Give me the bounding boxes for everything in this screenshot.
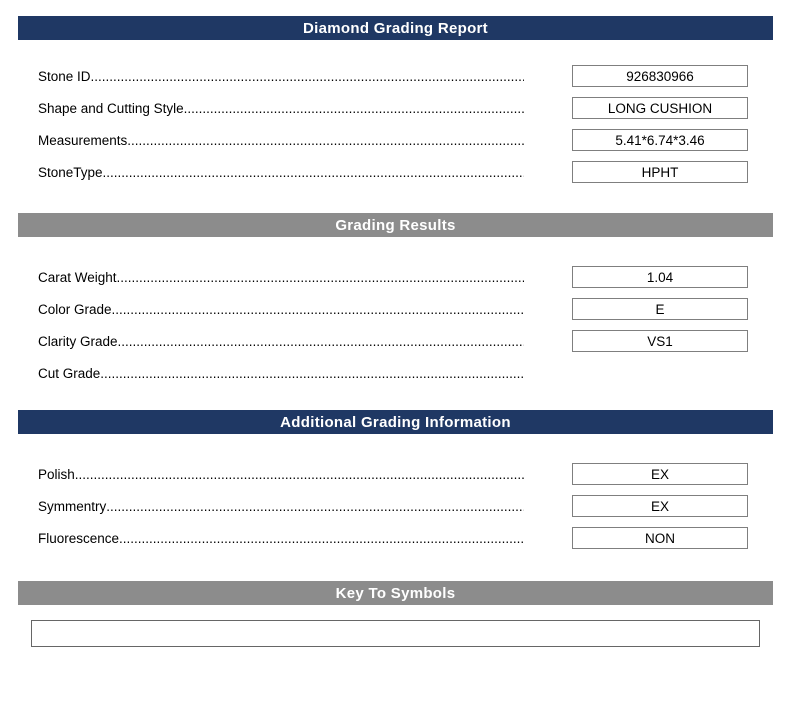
field-row-cut-grade [38,362,748,384]
field-label-wrap [38,270,524,285]
field-label: Color Grade [38,301,112,317]
field-label: StoneType [38,164,103,180]
field-label-wrap [38,101,524,116]
additional-grading-section [0,434,791,581]
field-label: Polish [38,466,75,482]
field-label: Clarity Grade [38,333,118,349]
field-row-shape [38,97,748,119]
field-row-stone-id [38,65,748,87]
dotted-leader [127,133,524,148]
field-label-wrap [38,302,524,317]
dotted-leader [91,69,524,84]
field-label-wrap [38,531,524,546]
section-header-grading-results [18,213,773,237]
dotted-leader [118,334,524,349]
field-row-polish [38,463,748,485]
field-label: Stone ID [38,68,91,84]
dotted-leader [106,499,524,514]
report-title: Diamond Grading Report [303,19,488,37]
field-value-color-grade: E [572,298,748,320]
field-value-fluorescence: NON [572,527,748,549]
field-row-carat-weight [38,266,748,288]
field-label: Carat Weight [38,269,117,285]
field-value-measurements: 5.41*6.74*3.46 [572,129,748,151]
field-row-color-grade [38,298,748,320]
field-row-clarity-grade [38,330,748,352]
dotted-leader [75,467,524,482]
grading-results-title: Grading Results [335,216,456,234]
field-value-shape: LONG CUSHION [572,97,748,119]
field-row-stone-type [38,161,748,183]
field-label-wrap [38,499,524,514]
key-to-symbols-box [31,620,760,647]
dotted-leader [100,366,524,381]
key-to-symbols-title: Key To Symbols [335,584,456,602]
additional-title: Additional Grading Information [280,413,511,431]
field-label: Measurements [38,132,128,148]
report-info-section [0,40,791,213]
dotted-leader [112,302,524,317]
field-value-carat-weight: 1.04 [572,266,748,288]
field-value-stone-id: 926830966 [572,65,748,87]
field-label: Shape and Cutting Style [38,100,184,116]
field-label-wrap [38,133,524,148]
field-value-polish: EX [572,463,748,485]
field-label-wrap [38,334,524,349]
field-row-symmetry [38,495,748,517]
field-label: Symmentry [38,498,107,514]
field-label: Fluorescence [38,530,120,546]
field-row-fluorescence [38,527,748,549]
section-header-additional [18,410,773,434]
dotted-leader [119,531,524,546]
dotted-leader [117,270,524,285]
field-row-measurements [38,129,748,151]
grading-results-section [0,237,791,410]
field-value-clarity-grade: VS1 [572,330,748,352]
field-label-wrap [38,467,524,482]
field-value-symmetry: EX [572,495,748,517]
dotted-leader [184,101,524,116]
field-label: Cut Grade [38,365,101,381]
field-label-wrap [38,165,524,180]
field-label-wrap [38,366,524,381]
top-spacer [0,0,791,16]
section-header-key-to-symbols [18,581,773,605]
field-label-wrap [38,69,524,84]
section-header-report [18,16,773,40]
field-value-stone-type: HPHT [572,161,748,183]
dotted-leader [103,165,524,180]
